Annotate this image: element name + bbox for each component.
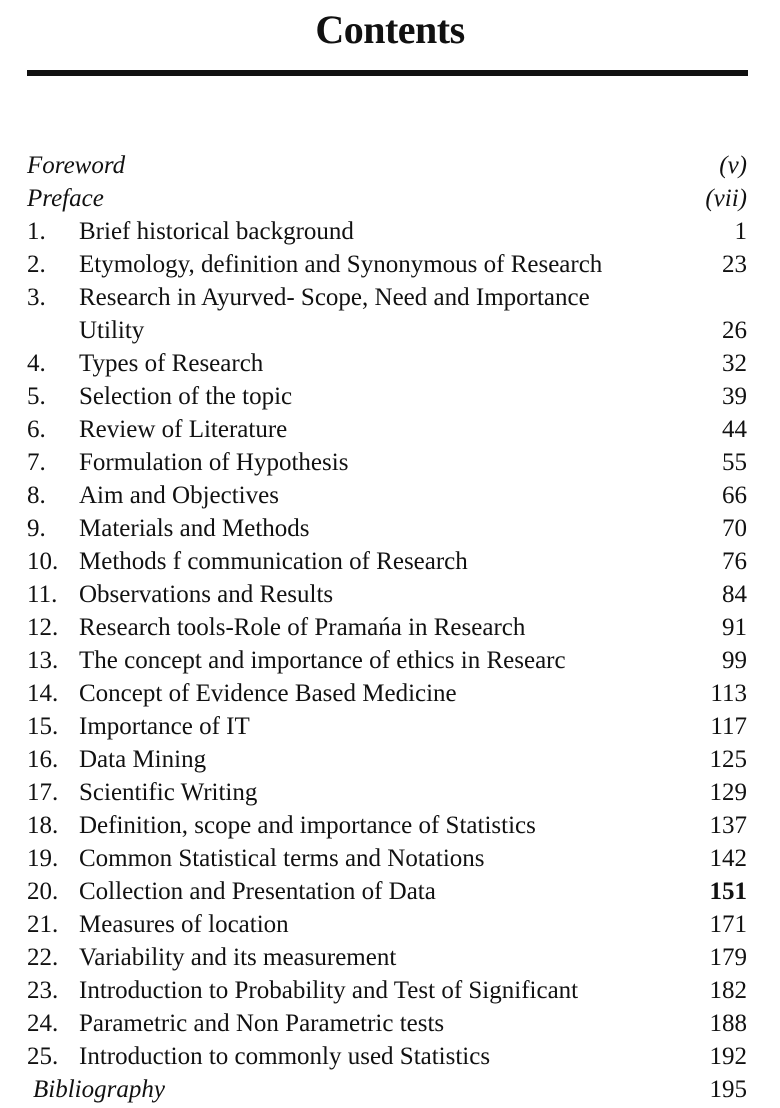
entry-label: Collection and Presentation of Data	[79, 878, 436, 905]
entry-number: 5.	[27, 383, 46, 410]
entry-label: Research in Ayurved- Scope, Need and Importance	[79, 284, 590, 311]
title-rule	[27, 70, 748, 76]
entry-page: 182	[709, 977, 747, 1004]
toc-entry	[27, 347, 747, 380]
entry-number: 10.	[27, 548, 59, 575]
page-title: Contents	[315, 7, 465, 52]
toc-entry	[27, 1040, 747, 1073]
entry-number: 4.	[27, 350, 46, 377]
entry-number: 20.	[27, 878, 59, 905]
entry-label: Common Statistical terms and Notations	[79, 845, 485, 872]
entry-label: Importance of IT	[79, 713, 250, 740]
entry-number: 18.	[27, 812, 59, 839]
entry-page: 26	[722, 317, 747, 344]
toc-entry	[27, 776, 747, 809]
toc-entry-bibliography	[27, 1073, 747, 1106]
entry-number: 22.	[27, 944, 59, 971]
entry-page: 39	[722, 383, 747, 410]
toc-entry	[27, 644, 747, 677]
toc-entry	[27, 413, 747, 446]
entry-label: Definition, scope and importance of Statistics	[79, 812, 536, 839]
toc-entry	[27, 248, 747, 281]
entry-label: Brief historical background	[79, 218, 354, 245]
entry-page: 188	[709, 1010, 747, 1037]
entry-label: Review of Literature	[79, 416, 288, 443]
entry-label: The concept and importance of ethics in Researc	[79, 647, 566, 674]
entry-number: 25.	[27, 1043, 59, 1070]
toc-entry	[27, 281, 747, 314]
toc-entry	[27, 875, 747, 908]
toc-entry-preface	[27, 182, 747, 215]
entry-page: 179	[709, 944, 747, 971]
entry-label: Utility	[79, 317, 145, 344]
entry-label: Introduction to Probability and Test of Significant	[79, 977, 579, 1004]
entry-label: Methods f communication of Research	[79, 548, 468, 575]
toc-entry	[27, 908, 747, 941]
toc-entry	[27, 479, 747, 512]
toc-entry	[27, 380, 747, 413]
toc-entry	[27, 677, 747, 710]
entry-page: 44	[722, 416, 747, 443]
table-of-contents	[27, 149, 747, 1106]
entry-page: 151	[709, 878, 747, 905]
entry-label: Etymology, definition and Synonymous of Research	[79, 251, 603, 278]
toc-entry	[27, 578, 747, 611]
entry-page: 137	[709, 812, 747, 839]
entry-label: Measures of location	[79, 911, 289, 938]
entry-number: 19.	[27, 845, 59, 872]
entry-label: Types of Research	[79, 350, 264, 377]
entry-page: 55	[722, 449, 747, 476]
entry-label: Parametric and Non Parametric tests	[79, 1010, 445, 1037]
toc-entry	[27, 512, 747, 545]
entry-label: Data Mining	[79, 746, 207, 773]
entry-label: Preface	[27, 185, 104, 212]
entry-page: 76	[722, 548, 747, 575]
toc-entry	[27, 215, 747, 248]
entry-number: 6.	[27, 416, 46, 443]
entry-page: 32	[722, 350, 747, 377]
entry-page: 66	[722, 482, 747, 509]
entry-number: 24.	[27, 1010, 59, 1037]
entry-page: 142	[709, 845, 747, 872]
entry-page	[707, 281, 747, 314]
entry-number: 21.	[27, 911, 59, 938]
entry-page: 117	[710, 713, 747, 740]
toc-entry-continued	[27, 314, 747, 347]
entry-number: 13.	[27, 647, 59, 674]
entry-number: 14.	[27, 680, 59, 707]
entry-number: 15.	[27, 713, 59, 740]
entry-number	[27, 314, 79, 347]
entry-label: Materials and Methods	[79, 515, 310, 542]
entry-label: Research tools-Role of Pramańa in Research	[79, 614, 526, 641]
entry-page: 195	[709, 1076, 747, 1103]
toc-entry-foreword	[27, 149, 747, 182]
entry-label: Scientific Writing	[79, 779, 258, 806]
entry-label: Foreword	[27, 152, 126, 179]
entry-number: 9.	[27, 515, 46, 542]
entry-number: 23.	[27, 977, 59, 1004]
entry-number: 12.	[27, 614, 59, 641]
toc-entry	[27, 446, 747, 479]
entry-page: (vii)	[705, 185, 747, 212]
toc-entry	[27, 974, 747, 1007]
toc-entry	[27, 1007, 747, 1040]
entry-page: 91	[722, 614, 747, 641]
entry-number: 1.	[27, 218, 46, 245]
entry-page: (v)	[719, 152, 747, 179]
entry-number: 7.	[27, 449, 46, 476]
entry-page: 23	[722, 251, 747, 278]
entry-page: 84	[722, 581, 747, 608]
entry-number: 8.	[27, 482, 46, 509]
entry-label: Introduction to commonly used Statistics	[79, 1043, 491, 1070]
entry-page: 70	[722, 515, 747, 542]
toc-entry	[27, 545, 747, 578]
toc-entry	[27, 611, 747, 644]
entry-label: Aim and Objectives	[79, 482, 279, 509]
toc-entry	[27, 743, 747, 776]
entry-label: Bibliography	[33, 1076, 165, 1103]
entry-label: Selection of the topic	[79, 383, 293, 410]
toc-entry	[27, 941, 747, 974]
entry-number: 3.	[27, 284, 46, 311]
entry-label: Formulation of Hypothesis	[79, 449, 349, 476]
toc-entry	[27, 710, 747, 743]
entry-number: 2.	[27, 251, 46, 278]
entry-page: 192	[709, 1043, 747, 1070]
entry-label: Concept of Evidence Based Medicine	[79, 680, 457, 707]
entry-label: Variability and its measurement	[79, 944, 397, 971]
entry-page: 171	[709, 911, 747, 938]
entry-number: 11.	[27, 581, 58, 608]
entry-number: 17.	[27, 779, 59, 806]
entry-page: 125	[709, 746, 747, 773]
entry-page: 113	[710, 680, 747, 707]
entry-label: Observations and Results	[79, 581, 334, 608]
entry-number: 16.	[27, 746, 59, 773]
entry-page: 1	[734, 218, 747, 245]
entry-page: 129	[709, 779, 747, 806]
toc-entry	[27, 809, 747, 842]
toc-entry	[27, 842, 747, 875]
entry-page: 99	[722, 647, 747, 674]
